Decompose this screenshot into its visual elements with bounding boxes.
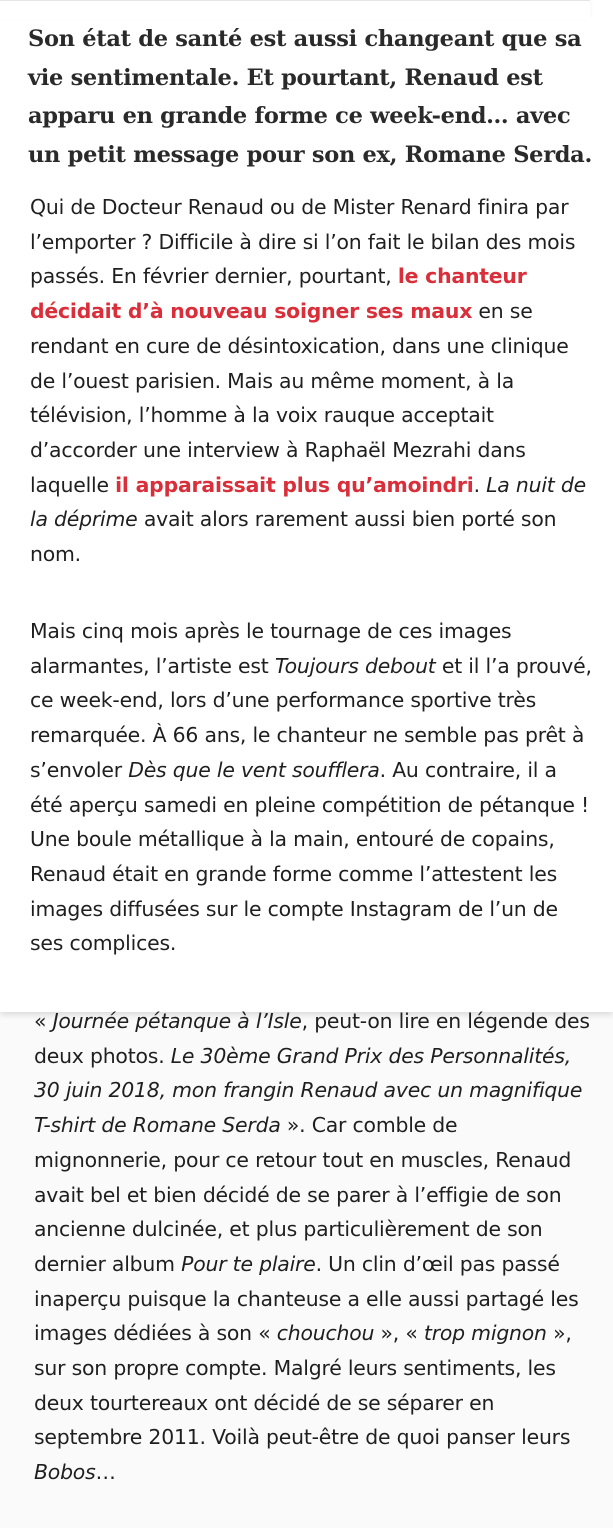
italic-title: Bobos	[34, 1460, 96, 1485]
text-span: et il l’a prouvé, ce week-end, lors d’une performance sportive très remarquée. À 66 ans, le chanteur ne semble pas prêt à s’envoler	[30, 653, 592, 782]
text-span: en se rendant en cure de désintoxication, dans une clinique de l’ouest parisien. Mais au même moment, à la télévision, l’homme à la voix rauque acceptait d’accorder une interview à Raphaël Mezrahi dans laquelle	[30, 299, 569, 497]
text-span: ». Car comble de mignonnerie, pour ce retour tout en muscles, Renaud avait bel et bien décidé de se parer à l’effigie de son ancienne dulcinée, et plus particulièrement de son dernier album	[34, 1113, 572, 1276]
italic-title: Journée pétanque à l’Isle	[52, 1009, 302, 1033]
italic-title: Dès que le vent soufflera	[128, 757, 380, 782]
inline-link-soigner-ses-maux[interactable]: le chanteur décidait d’à nouveau soigner ses maux	[30, 264, 527, 324]
top-divider	[0, 0, 590, 19]
text-span: .	[473, 472, 487, 497]
article-paragraph-2	[30, 614, 592, 961]
italic-title: La nuit de la déprime	[30, 472, 586, 532]
italic-title: Toujours debout	[274, 653, 436, 678]
text-span: , peut-on lire en légende des deux photos.	[34, 1009, 590, 1068]
text-span: . Au contraire, il a été aperçu samedi en pleine compétition de pétanque ! Une boule métallique à la main, entouré de copains, Renaud était en grande forme comme l’attestent les images diffusées sur le compte Instagram de l’un de ses complices.	[30, 757, 590, 956]
article-paragraph-1	[30, 190, 590, 572]
article-paragraph-3	[34, 1004, 594, 1490]
text-span: Mais cinq mois après le tournage de ces images alarmantes, l’artiste est	[30, 619, 512, 678]
inline-link-amoindri[interactable]: il apparaissait plus qu’amoindri	[115, 472, 474, 497]
text-span: », «	[374, 1321, 424, 1346]
article-lead: Son état de santé est aussi changeant que sa vie sentimentale. Et pourtant, Renaud est apparu en grande forme ce week-end… avec un petit message pour son ex, Romane Serda.	[28, 26, 592, 168]
italic-title: Pour te plaire	[181, 1251, 316, 1276]
italic-word: chouchou	[276, 1321, 375, 1346]
text-span: avait alors rarement aussi bien porté son nom.	[30, 507, 557, 567]
text-span: «	[34, 1009, 53, 1033]
text-span: …	[95, 1460, 116, 1485]
italic-word: trop mignon	[423, 1321, 554, 1346]
text-span: Qui de Docteur Renaud ou de Mister Renard finira par l’emporter ? Difficile à dire si l’on fait le bilan des mois passés. En février dernier, pourtant,	[30, 195, 576, 289]
text-span: . Un clin d’œil pas passé inaperçu puisque la chanteuse a elle aussi partagé les images dédiées à son «	[34, 1251, 579, 1346]
text-span: », sur son propre compte. Malgré leurs sentiments, les deux tourtereaux ont décidé de se séparer en septembre 2011. Voilà peut-être de quoi panser leurs	[34, 1321, 572, 1450]
italic-quote: Le 30ème Grand Prix des Personnalités, 30 juin 2018, mon frangin Renaud avec un magnifique T-shirt de Romane Serda	[34, 1043, 583, 1138]
